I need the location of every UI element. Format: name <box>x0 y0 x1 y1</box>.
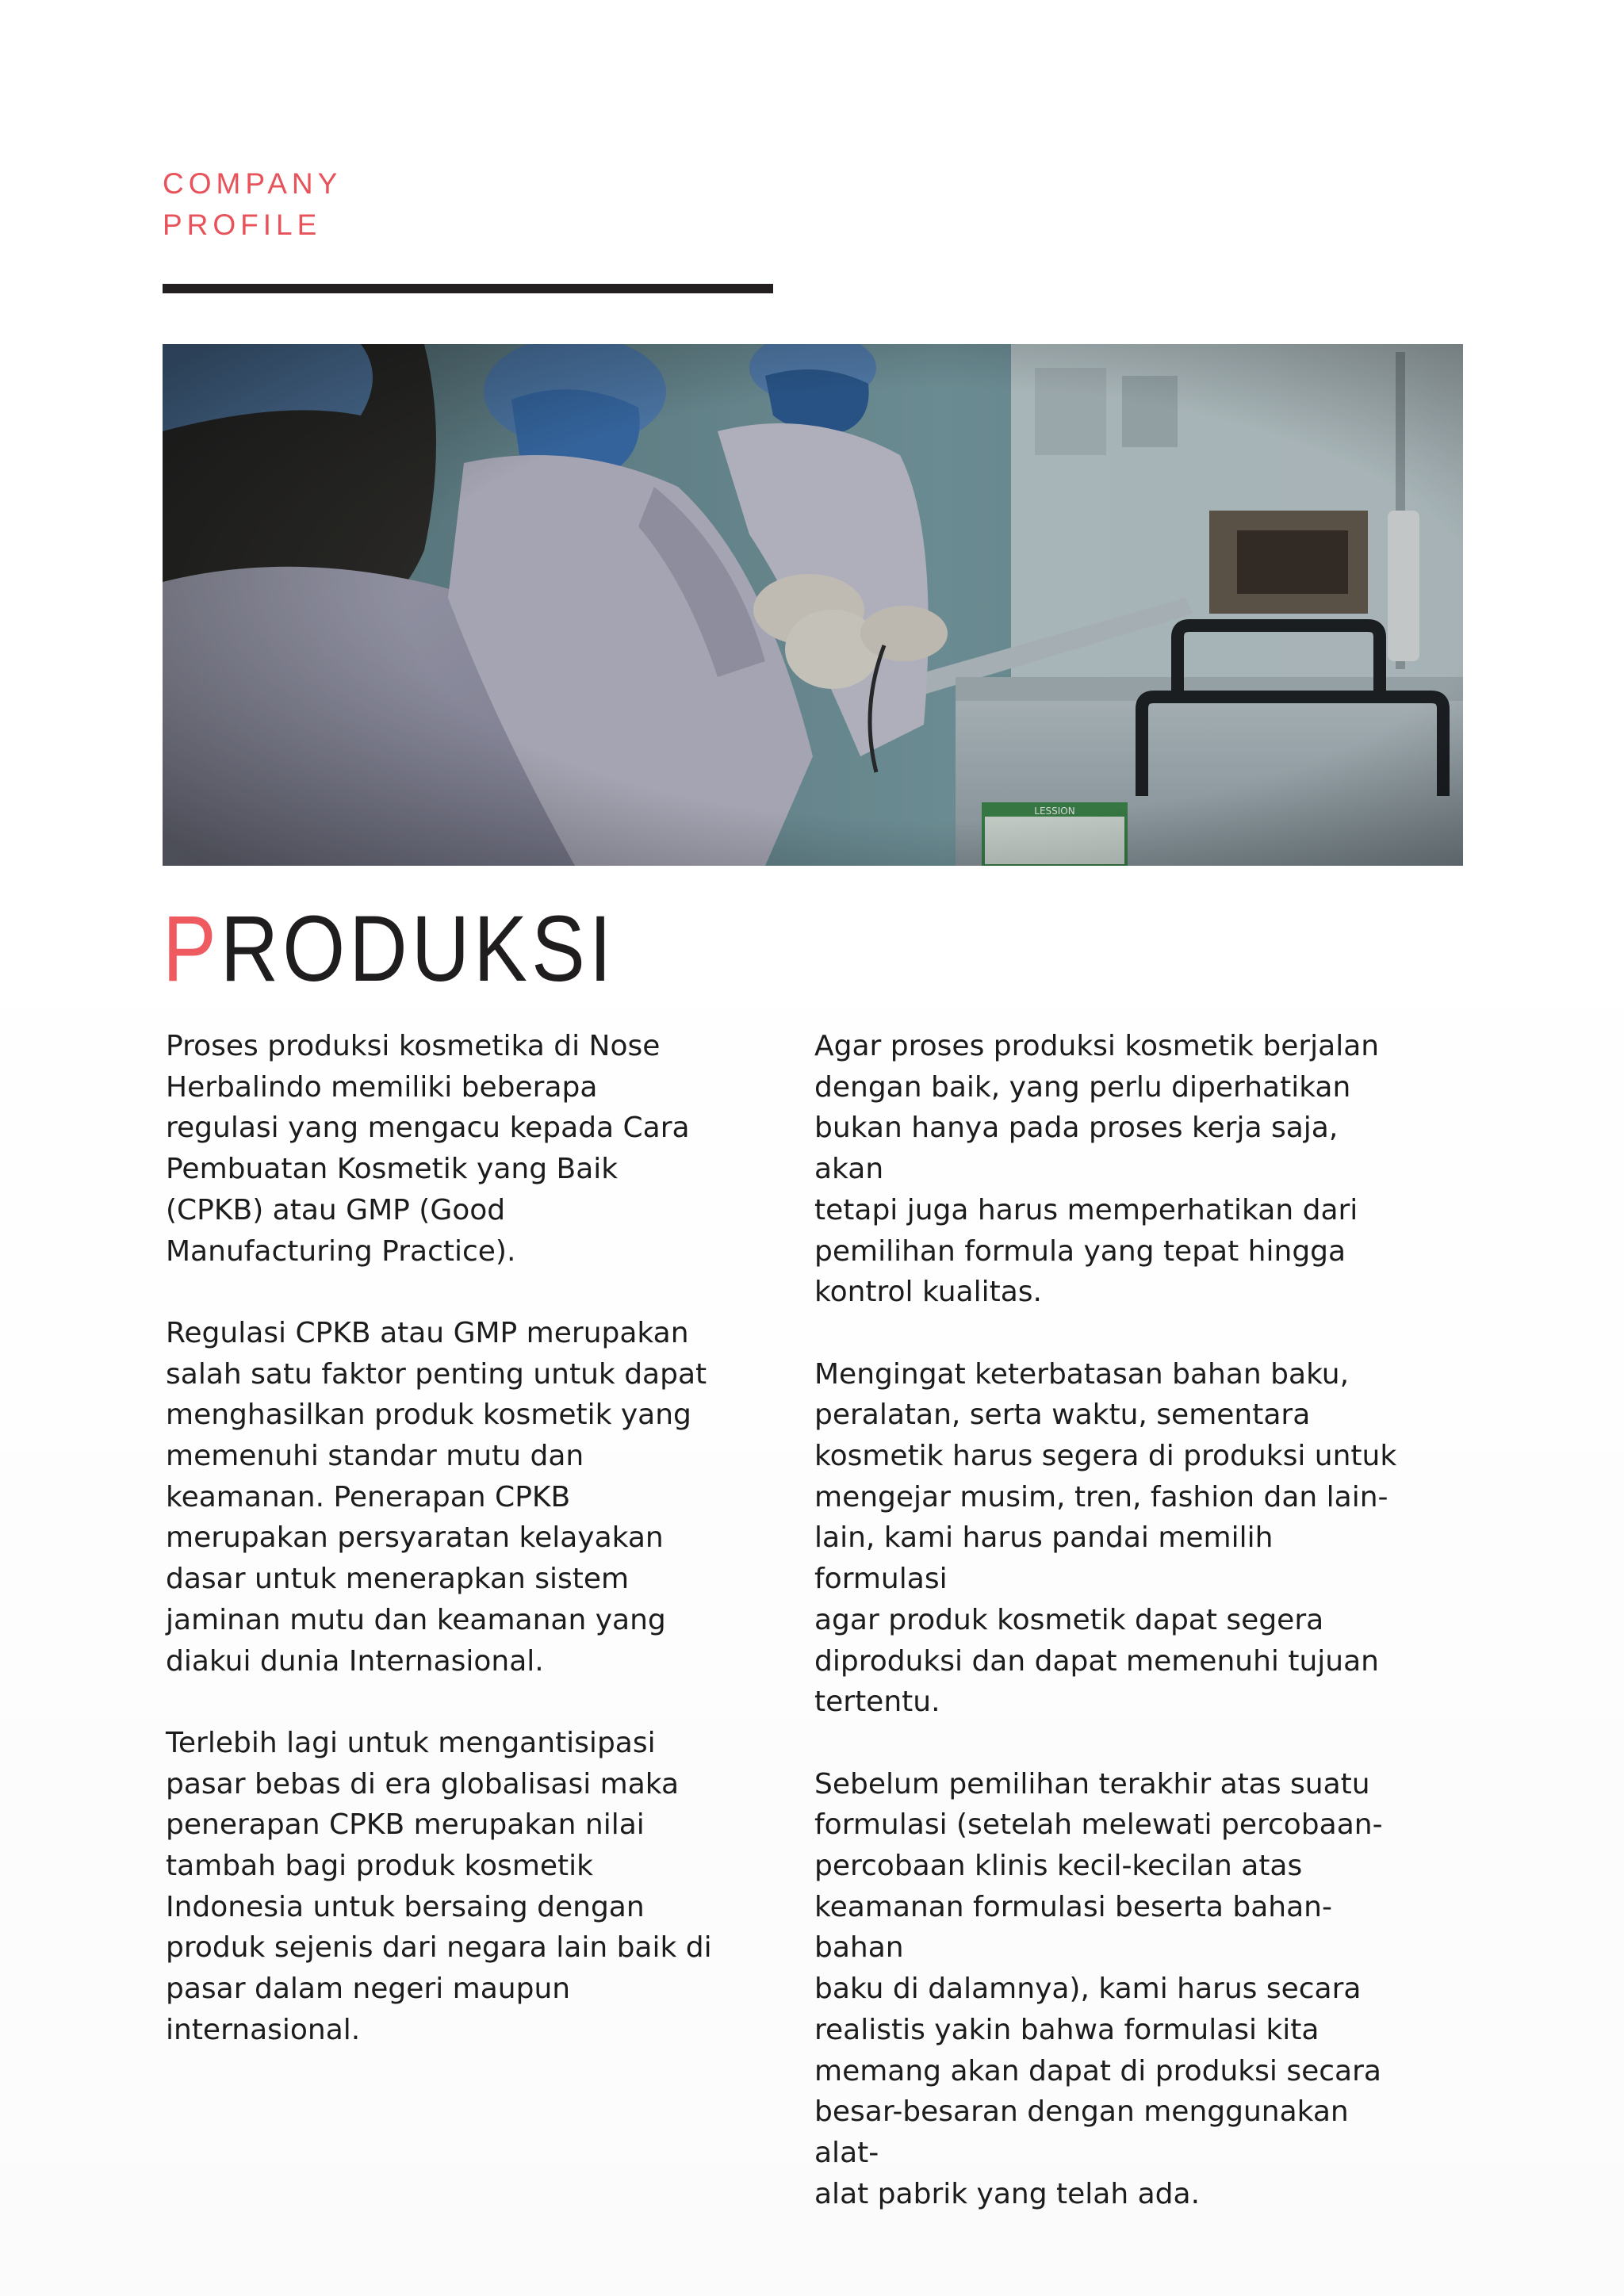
right-text-column <box>814 1026 1401 2256</box>
paragraph: Agar proses produksi kosmetik berjalan dengan baik, yang perlu diperhatikan bukan hanya pada proses kerja saja, akan tetapi juga harus memperhatikan dari pemilihan formula yang tepat hingga kontrol kualitas. <box>814 1030 1380 1309</box>
header-divider <box>163 284 773 293</box>
company-profile-line-1: COMPANY <box>163 167 343 200</box>
factory-photo-illustration <box>163 344 1463 866</box>
left-text-column <box>166 1026 753 2091</box>
paragraph: Sebelum pemilihan terakhir atas suatu formulasi (setelah melewati percobaan- percobaan klinis kecil-kecilan atas keamanan formulasi beserta bahan-bahan baku di dalamnya), kami harus secara realistis yakin bahwa formulasi kita memang akan dapat di produksi secara besar-besaran dengan menggunakan alat- alat pabrik yang telah ada. <box>814 1767 1383 2210</box>
section-title <box>163 897 615 1001</box>
company-profile-label <box>163 163 342 246</box>
section-title-rest: RODUKSI <box>220 897 616 1001</box>
paragraph: Mengingat keterbatasan bahan baku, peralatan, serta waktu, sementara kosmetik harus segera di produksi untuk mengejar musim, tren, fashion dan lain- lain, kami harus pandai memilih formulasi agar produk kosmetik dapat segera diproduksi dan dapat memenuhi tujuan tertentu. <box>814 1357 1397 1719</box>
paragraph: Terlebih lagi untuk mengantisipasi pasar bebas di era globalisasi maka penerapan CPKB merupakan nilai tambah bagi produk kosmetik Indonesia untuk bersaing dengan produk sejenis dari negara lain baik di pasar dalam negeri maupun internasional. <box>166 1726 712 2046</box>
production-photo <box>163 344 1463 866</box>
section-title-initial: P <box>163 897 220 1001</box>
paragraph: Regulasi CPKB atau GMP merupakan salah satu faktor penting untuk dapat menghasilkan produk kosmetik yang memenuhi standar mutu dan keamanan. Penerapan CPKB merupakan persyaratan kelayakan dasar untuk menerapkan sistem jaminan mutu dan keamanan yang diakui dunia Internasional. <box>166 1316 707 1678</box>
paragraph: Proses produksi kosmetika di Nose Herbalindo memiliki beberapa regulasi yang mengacu kepada Cara Pembuatan Kosmetik yang Baik (CPKB) atau GMP (Good Manufacturing Practice). <box>166 1030 690 1268</box>
company-profile-line-2: PROFILE <box>163 209 322 241</box>
